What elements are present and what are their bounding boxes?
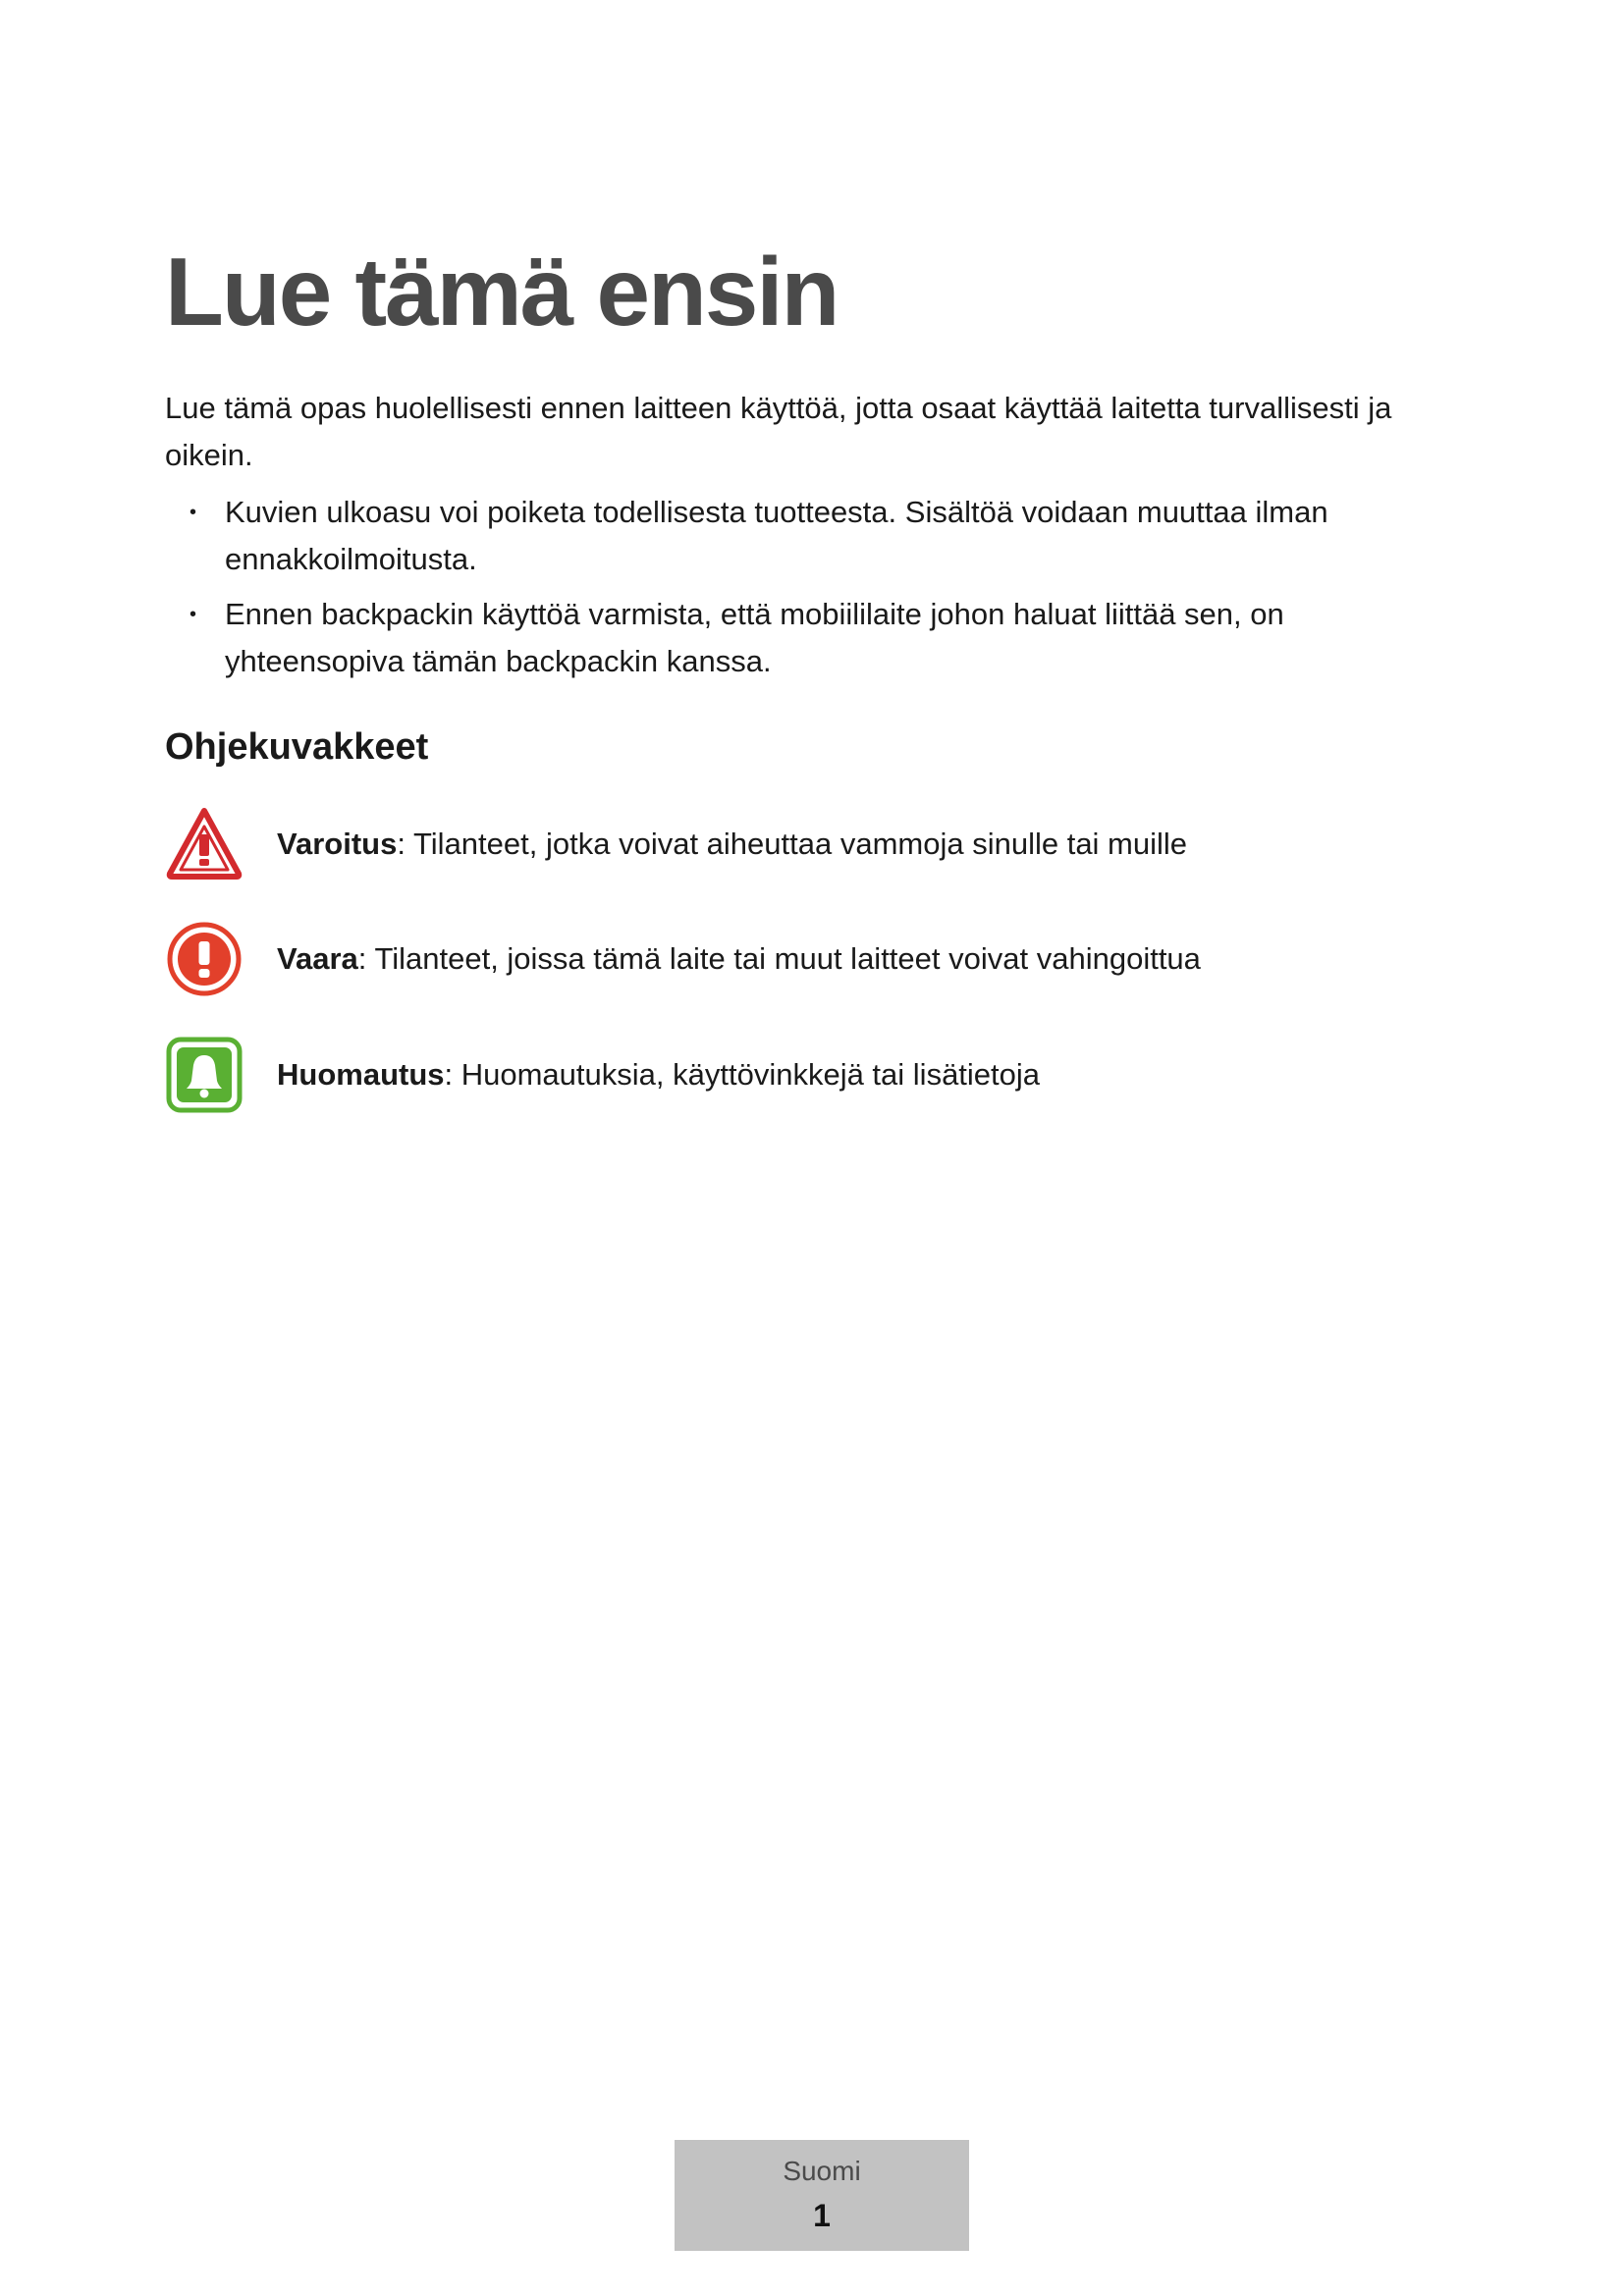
page-number: 1 bbox=[813, 2198, 831, 2233]
note-bell-icon bbox=[165, 1036, 244, 1114]
notice-separator: : bbox=[397, 827, 406, 861]
bullet-item bbox=[165, 591, 1441, 685]
footer-language: Suomi bbox=[783, 2156, 861, 2186]
notice-term: Varoitus bbox=[277, 827, 398, 861]
bullet-dot: • bbox=[189, 604, 197, 625]
notice-row-caution bbox=[165, 920, 1490, 998]
intro-paragraph: Lue tämä opas huolellisesti ennen laitteen käyttöä, jotta osaat käyttää laitetta turvallisesti ja oikein. bbox=[165, 391, 1392, 472]
bullet-text: Kuvien ulkoasu voi poiketa todellisesta tuotteesta. Sisältöä voidaan muuttaa ilman ennakkoilmoitusta. bbox=[225, 495, 1328, 576]
notice-description: Huomautuksia, käyttövinkkejä tai lisätietoja bbox=[453, 1057, 1041, 1092]
bullet-text: Ennen backpackin käyttöä varmista, että mobiililaite johon haluat liittää sen, on yhteensopiva tämän backpackin kanssa. bbox=[225, 597, 1284, 678]
notice-term: Huomautus bbox=[277, 1057, 445, 1092]
notice-text bbox=[277, 821, 1187, 868]
notice-separator: : bbox=[357, 941, 367, 976]
notice-description: Tilanteet, jotka voivat aiheuttaa vammoja sinulle tai muille bbox=[405, 827, 1188, 861]
caution-circle-icon bbox=[165, 920, 244, 998]
notice-text bbox=[277, 935, 1201, 983]
notice-term: Vaara bbox=[277, 941, 358, 976]
section-title: Ohjekuvakkeet bbox=[165, 726, 429, 768]
page-title: Lue tämä ensin bbox=[165, 238, 839, 346]
notice-row-warning bbox=[165, 805, 1490, 883]
notice-description: Tilanteet, joissa tämä laite tai muut laitteet voivat vahingoittua bbox=[366, 941, 1201, 976]
warning-triangle-icon bbox=[165, 805, 244, 883]
notice-text bbox=[277, 1051, 1040, 1098]
notice-row-note bbox=[165, 1036, 1490, 1114]
bullet-list bbox=[165, 489, 1441, 693]
page-footer bbox=[675, 2140, 969, 2251]
bullet-item bbox=[165, 489, 1441, 583]
notice-separator: : bbox=[444, 1057, 454, 1092]
bullet-dot: • bbox=[189, 502, 197, 523]
